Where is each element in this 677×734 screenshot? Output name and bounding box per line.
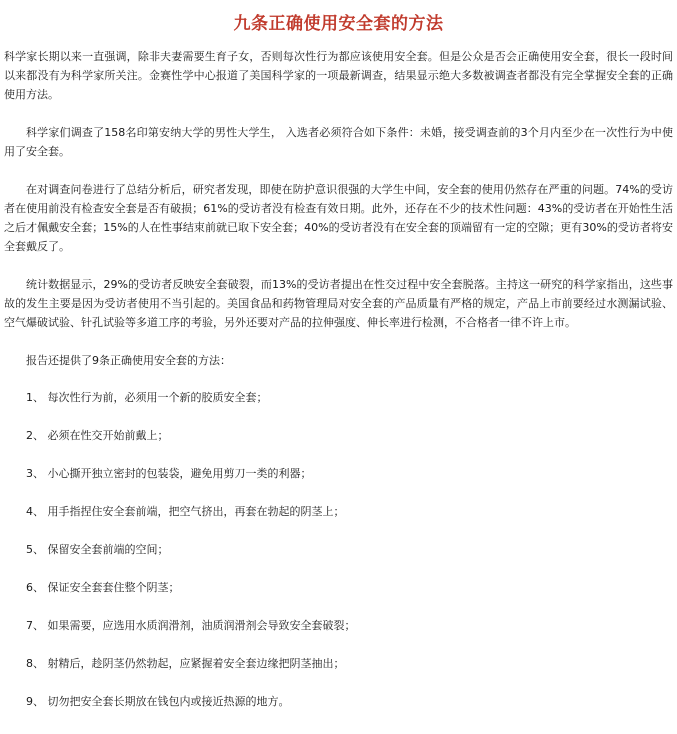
methods-intro-paragraph: 报告还提供了9条正确使用安全套的方法： — [26, 354, 231, 367]
methods-list — [4, 388, 673, 711]
list-item: 1、 每次性行为前，必须用一个新的胶质安全套； — [26, 391, 268, 404]
list-item: 5、 保留安全套前端的空间； — [26, 543, 169, 556]
findings-paragraph: 在对调查问卷进行了总结分析后，研究者发现，即使在防护意识很强的大学生中间，安全套的使用仍然存在严重的问题。74%的受访者在使用前没有检查安全套是否有破损；61%的受访者没有检查有效日期。此外，还存在不少的技术性问题：43%的受访者在开始性生活之后才佩戴安全套；15%的人在性事结束前就已取下安全套；40%的受访者没有在安全套的顶端留有一定的空隙；更有30%的受访者将安全套戴反了。 — [4, 183, 673, 253]
statistics-paragraph: 统计数据显示，29%的受访者反映安全套破裂，而13%的受访者提出在性交过程中安全套脱落。主持这一研究的科学家指出，这些事故的发生主要是因为受访者使用不当引起的。美国食品和药物管理局对安全套的产品质量有严格的规定，产品上市前要经过水测漏试验、空气爆破试验、针孔试验等多道工序的考验，另外还要对产品的拉伸强度、伸长率进行检测，不合格者一律不许上市。 — [4, 278, 673, 329]
intro-paragraph: 科学家长期以来一直强调，除非夫妻需要生育子女，否则每次性行为都应该使用安全套。但是公众是否会正确使用安全套，很长一段时间以来都没有为科学家所关注。金赛性学中心报道了美国科学家的一项最新调查，结果显示绝大多数被调查者都没有完全掌握安全套的正确使用方法。 — [4, 50, 673, 101]
list-item: 6、 保证安全套套住整个阴茎； — [26, 581, 180, 594]
article-title: 九条正确使用安全套的方法 — [233, 14, 444, 34]
list-item: 7、 如果需要，应选用水质润滑剂，油质润滑剂会导致安全套破裂； — [26, 619, 356, 632]
list-item: 4、 用手指捏住安全套前端，把空气挤出，再套在勃起的阴茎上； — [26, 505, 345, 518]
list-item: 3、 小心撕开独立密封的包装袋，避免用剪刀一类的利器； — [26, 467, 312, 480]
list-item: 9、 切勿把安全套长期放在钱包内或接近热源的地方。 — [26, 695, 290, 708]
list-item: 2、 必须在性交开始前戴上； — [26, 429, 169, 442]
list-item: 8、 射精后，趁阴茎仍然勃起，应紧握着安全套边缘把阴茎抽出； — [26, 657, 345, 670]
survey-paragraph: 科学家们调查了158名印第安纳大学的男性大学生， 入选者必须符合如下条件：未婚，接受调查前的3个月内至少在一次性行为中使用了安全套。 — [4, 126, 673, 158]
